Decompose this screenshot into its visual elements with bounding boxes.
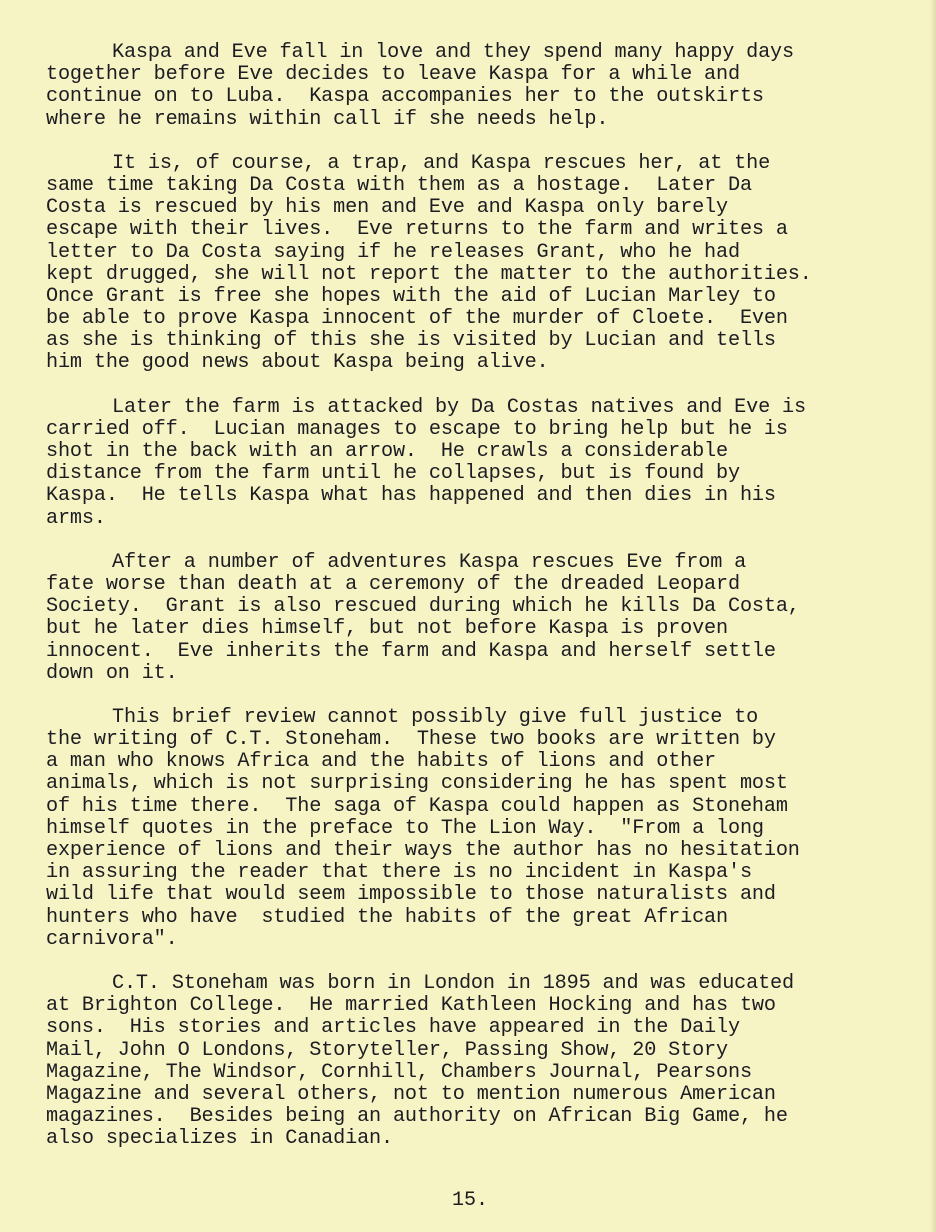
text-line: of his time there. The saga of Kaspa could happen as Stoneham bbox=[46, 794, 788, 818]
page-edge-shadow bbox=[930, 0, 936, 1232]
text-line: but he later dies himself, but not before Kaspa is proven bbox=[46, 617, 728, 641]
text-line: Kaspa. He tells Kaspa what has happened and then dies in his bbox=[46, 484, 776, 508]
text-line: Kaspa and Eve fall in love and they spend many happy days bbox=[112, 41, 794, 64]
paragraph bbox=[46, 153, 906, 375]
text-line: also specializes in Canadian. bbox=[46, 1127, 393, 1151]
text-line: as she is thinking of this she is visited by Lucian and tells bbox=[46, 329, 776, 353]
document-body bbox=[46, 42, 906, 1172]
text-line: hunters who have studied the habits of the great African bbox=[46, 905, 728, 929]
text-line: C.T. Stoneham was born in London in 1895 and was educated bbox=[112, 971, 794, 995]
text-line: a man who knows Africa and the habits of lions and other bbox=[46, 750, 717, 774]
text-line: After a number of adventures Kaspa rescues Eve from a bbox=[112, 550, 747, 574]
text-line: together before Eve decides to leave Kaspa for a while and bbox=[46, 63, 740, 87]
text-line: wild life that would seem impossible to those naturalists and bbox=[46, 883, 776, 907]
text-line: innocent. Eve inherits the farm and Kaspa and herself settle bbox=[46, 639, 776, 663]
text-line: magazines. Besides being an authority on African Big Game, he bbox=[46, 1105, 788, 1129]
text-line: continue on to Luba. Kaspa accompanies her to the outskirts bbox=[46, 85, 764, 109]
text-line: him the good news about Kaspa being alive. bbox=[46, 351, 549, 375]
text-line: letter to Da Costa saying if he releases Grant, who he had bbox=[46, 240, 740, 264]
text-line: Magazine, The Windsor, Cornhill, Chambers Journal, Pearsons bbox=[46, 1060, 752, 1084]
text-line: Mail, John O Londons, Storyteller, Passing Show, 20 Story bbox=[46, 1038, 728, 1062]
text-line: carnivora". bbox=[46, 927, 178, 951]
page-number: 15. bbox=[452, 1189, 489, 1212]
text-line: sons. His stories and articles have appeared in the Daily bbox=[46, 1016, 740, 1040]
text-line: Once Grant is free she hopes with the aid of Lucian Marley to bbox=[46, 284, 776, 308]
text-line: carried off. Lucian manages to escape to bring help but he is bbox=[46, 417, 788, 441]
paragraph bbox=[46, 552, 906, 685]
paragraph bbox=[46, 397, 906, 530]
text-line: same time taking Da Costa with them as a hostage. Later Da bbox=[46, 173, 752, 197]
text-line: in assuring the reader that there is no incident in Kaspa's bbox=[46, 861, 752, 885]
text-line: arms. bbox=[46, 506, 106, 530]
text-line: at Brighton College. He married Kathleen Hocking and has two bbox=[46, 994, 776, 1018]
text-line: kept drugged, she will not report the matter to the authorities. bbox=[46, 262, 812, 286]
text-line: himself quotes in the preface to The Lion Way. "From a long bbox=[46, 816, 764, 840]
text-line: Later the farm is attacked by Da Costas natives and Eve is bbox=[112, 395, 806, 419]
text-line: Society. Grant is also rescued during which he kills Da Costa, bbox=[46, 595, 800, 619]
text-line: It is, of course, a trap, and Kaspa rescues her, at the bbox=[112, 151, 771, 175]
text-line: where he remains within call if she needs help. bbox=[46, 107, 609, 131]
text-line: experience of lions and their ways the author has no hesitation bbox=[46, 839, 800, 862]
text-line: Costa is rescued by his men and Eve and Kaspa only barely bbox=[46, 196, 728, 220]
text-line: distance from the farm until he collapses, but is found by bbox=[46, 462, 740, 486]
text-line: escape with their lives. Eve returns to the farm and writes a bbox=[46, 218, 788, 242]
text-line: This brief review cannot possibly give full justice to bbox=[112, 705, 759, 729]
text-line: down on it. bbox=[46, 661, 178, 685]
text-line: shot in the back with an arrow. He crawls a considerable bbox=[46, 440, 728, 463]
text-line: Magazine and several others, not to mention numerous American bbox=[46, 1082, 776, 1106]
text-line: the writing of C.T. Stoneham. These two books are written by bbox=[46, 728, 776, 752]
text-line: animals, which is not surprising considering he has spent most bbox=[46, 772, 788, 796]
text-line: be able to prove Kaspa innocent of the murder of Cloete. Even bbox=[46, 307, 788, 331]
paragraph bbox=[46, 707, 906, 951]
paragraph bbox=[46, 42, 906, 131]
paragraph bbox=[46, 973, 906, 1151]
text-line: fate worse than death at a ceremony of the dreaded Leopard bbox=[46, 572, 740, 596]
